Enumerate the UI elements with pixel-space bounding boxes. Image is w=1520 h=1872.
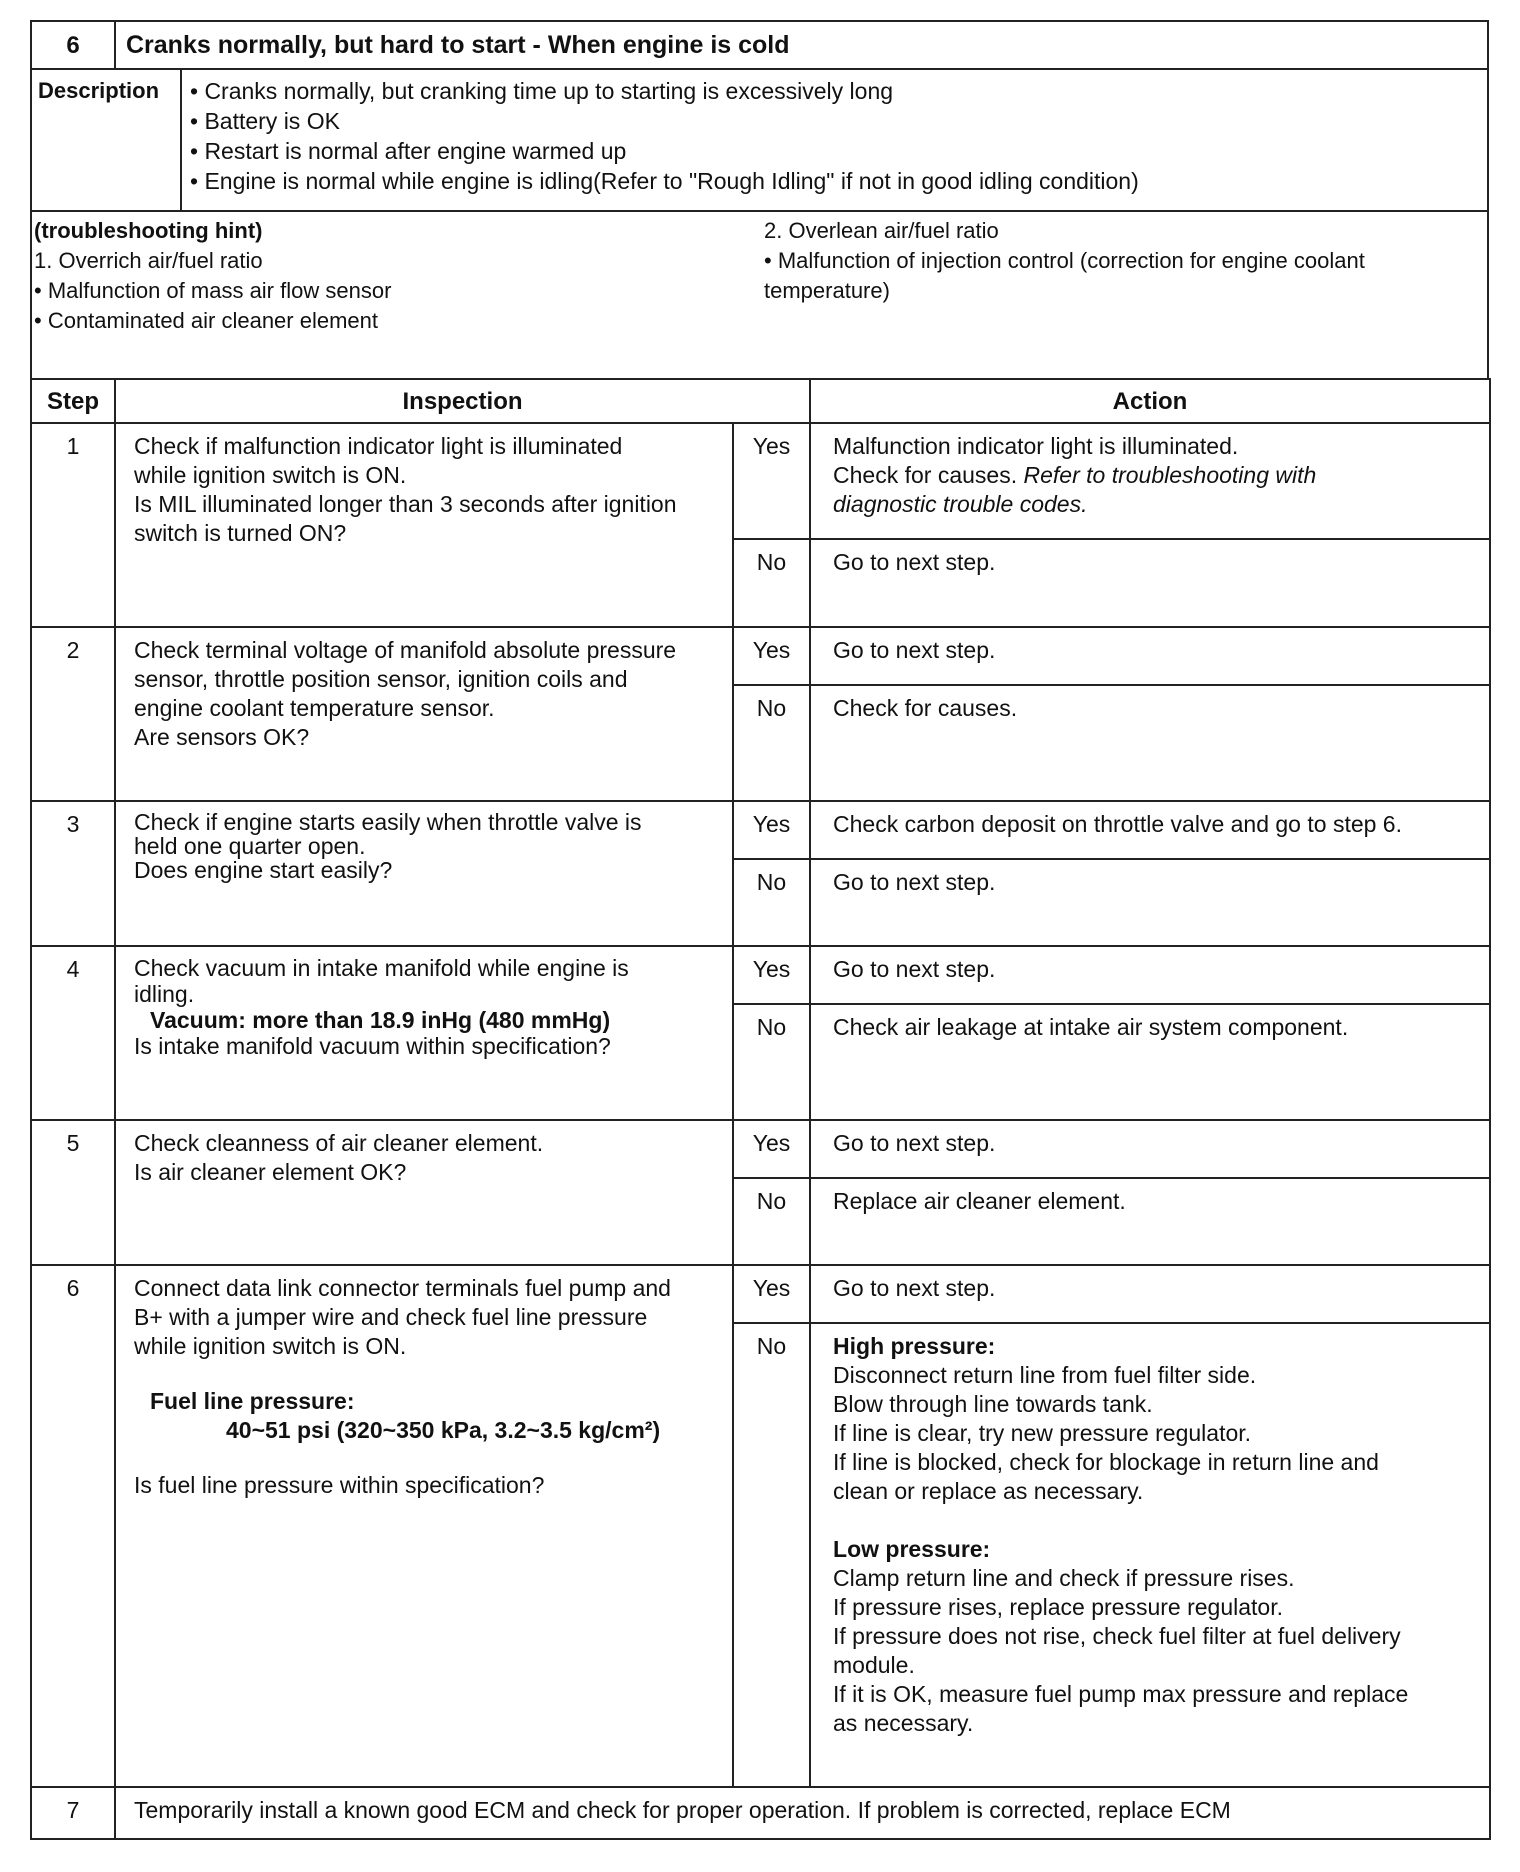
no-action bbox=[810, 1178, 1490, 1265]
section-title: Cranks normally, but hard to start - When engine is cold bbox=[115, 21, 1488, 69]
description-item: • Restart is normal after engine warmed up bbox=[190, 138, 627, 164]
inspection-line: while ignition switch is ON. bbox=[134, 462, 407, 488]
hint-line: • Malfunction of mass air flow sensor bbox=[34, 278, 392, 303]
yes-label: Yes bbox=[733, 423, 810, 539]
step-number: 1 bbox=[31, 423, 115, 627]
hint-line: 1. Overrich air/fuel ratio bbox=[34, 248, 263, 273]
action-line: Go to next step. bbox=[833, 869, 996, 895]
yes-action bbox=[810, 946, 1490, 1004]
inspection-line: Check terminal voltage of manifold absolute pressure bbox=[134, 637, 677, 663]
action-line: as necessary. bbox=[833, 1710, 974, 1736]
action-line: Check carbon deposit on throttle valve and go to step 6. bbox=[833, 811, 1402, 837]
step-number: 6 bbox=[31, 1265, 115, 1787]
inspection-line: B+ with a jumper wire and check fuel line pressure bbox=[134, 1304, 648, 1330]
inspection-line: Are sensors OK? bbox=[134, 724, 310, 750]
yes-action bbox=[810, 1120, 1490, 1178]
inspection-line: sensor, throttle position sensor, ignition coils and bbox=[134, 666, 628, 692]
action-line: Malfunction indicator light is illuminated. bbox=[833, 433, 1239, 459]
action-line: If line is clear, try new pressure regulator. bbox=[833, 1420, 1252, 1446]
inspection-line: engine coolant temperature sensor. bbox=[134, 695, 495, 721]
reference-text: diagnostic trouble codes. bbox=[833, 491, 1088, 517]
step-number: 7 bbox=[31, 1787, 115, 1839]
hint-title: (troubleshooting hint) bbox=[34, 218, 263, 243]
no-label: No bbox=[733, 685, 810, 801]
low-pressure-heading: Low pressure: bbox=[833, 1536, 991, 1562]
inspection-line: Check cleanness of air cleaner element. bbox=[134, 1130, 544, 1156]
inspection-line: Does engine start easily? bbox=[134, 857, 393, 883]
section-number: 6 bbox=[31, 21, 115, 69]
no-action bbox=[810, 859, 1490, 946]
troubleshooting-hint bbox=[31, 211, 1488, 379]
hint-right-column bbox=[764, 216, 1464, 306]
yes-label: Yes bbox=[733, 1120, 810, 1178]
hint-line: 2. Overlean air/fuel ratio bbox=[764, 218, 999, 243]
step-number: 3 bbox=[31, 801, 115, 946]
inspection-line: Is intake manifold vacuum within specification? bbox=[134, 1033, 611, 1059]
description-item: • Battery is OK bbox=[190, 108, 340, 134]
action-line: clean or replace as necessary. bbox=[833, 1478, 1144, 1504]
hint-line: • Contaminated air cleaner element bbox=[34, 308, 378, 333]
description-body bbox=[181, 69, 1488, 211]
inspection-line: Is MIL illuminated longer than 3 seconds after ignition bbox=[134, 491, 677, 517]
action-line: If it is OK, measure fuel pump max pressure and replace bbox=[833, 1681, 1409, 1707]
no-action bbox=[810, 539, 1490, 627]
inspection-line: held one quarter open. bbox=[134, 833, 366, 859]
no-label: No bbox=[733, 1323, 810, 1787]
column-header-step: Step bbox=[31, 379, 115, 423]
high-pressure-heading: High pressure: bbox=[833, 1333, 996, 1359]
specification-line: Vacuum: more than 18.9 inHg (480 mmHg) bbox=[150, 1007, 611, 1033]
hint-line: • Malfunction of injection control (correction for engine coolant bbox=[764, 248, 1365, 273]
specification-label: Fuel line pressure: bbox=[150, 1388, 355, 1414]
description-item: • Cranks normally, but cranking time up to starting is excessively long bbox=[190, 78, 894, 104]
description-label: Description bbox=[31, 69, 181, 211]
yes-action bbox=[810, 801, 1490, 859]
hint-table bbox=[30, 210, 1489, 380]
inspection-line: Check if engine starts easily when throttle valve is bbox=[134, 809, 642, 835]
action-line: If pressure does not rise, check fuel filter at fuel delivery bbox=[833, 1623, 1401, 1649]
inspection-line: Connect data link connector terminals fuel pump and bbox=[134, 1275, 671, 1301]
action-line: Blow through line towards tank. bbox=[833, 1391, 1153, 1417]
description-item: • Engine is normal while engine is idling(Refer to "Rough Idling" if not in good idling condition) bbox=[190, 168, 1139, 194]
action-line: Replace air cleaner element. bbox=[833, 1188, 1126, 1214]
hint-line: temperature) bbox=[764, 278, 890, 303]
yes-label: Yes bbox=[733, 1265, 810, 1323]
description-table bbox=[30, 68, 1489, 212]
troubleshooting-page bbox=[30, 20, 1489, 1840]
action-line: Go to next step. bbox=[833, 956, 996, 982]
step-inspection bbox=[115, 1120, 733, 1265]
yes-action bbox=[810, 627, 1490, 685]
no-action bbox=[810, 1323, 1490, 1787]
step-number: 4 bbox=[31, 946, 115, 1120]
no-label: No bbox=[733, 539, 810, 627]
yes-label: Yes bbox=[733, 801, 810, 859]
no-action bbox=[810, 1004, 1490, 1120]
action-line bbox=[833, 461, 1479, 490]
action-text: Check for causes. bbox=[833, 462, 1018, 488]
step-inspection bbox=[115, 946, 733, 1120]
action-line: Go to next step. bbox=[833, 1130, 996, 1156]
action-line: If pressure rises, replace pressure regulator. bbox=[833, 1594, 1283, 1620]
header-table bbox=[30, 20, 1489, 70]
hint-left-column bbox=[34, 216, 734, 336]
column-header-action: Action bbox=[810, 379, 1490, 423]
yes-label: Yes bbox=[733, 946, 810, 1004]
no-label: No bbox=[733, 859, 810, 946]
step-number: 5 bbox=[31, 1120, 115, 1265]
step-number: 2 bbox=[31, 627, 115, 801]
action-line: Go to next step. bbox=[833, 549, 996, 575]
action-line: Disconnect return line from fuel filter side. bbox=[833, 1362, 1257, 1388]
step-inspection bbox=[115, 801, 733, 946]
action-line: Check for causes. bbox=[833, 695, 1018, 721]
inspection-line: switch is turned ON? bbox=[134, 520, 347, 546]
inspection-line: Check if malfunction indicator light is illuminated bbox=[134, 433, 623, 459]
no-action bbox=[810, 685, 1490, 801]
step-inspection bbox=[115, 627, 733, 801]
no-label: No bbox=[733, 1004, 810, 1120]
inspection-line: Is fuel line pressure within specification? bbox=[134, 1472, 545, 1498]
no-label: No bbox=[733, 1178, 810, 1265]
action-line: If line is blocked, check for blockage in return line and bbox=[833, 1449, 1379, 1475]
inspection-line: Is air cleaner element OK? bbox=[134, 1159, 407, 1185]
action-line: module. bbox=[833, 1652, 915, 1678]
step-inspection bbox=[115, 423, 733, 627]
action-line: Go to next step. bbox=[833, 637, 996, 663]
reference-text: Refer to troubleshooting with bbox=[1023, 462, 1317, 488]
yes-action bbox=[810, 423, 1490, 539]
yes-label: Yes bbox=[733, 627, 810, 685]
step-inspection bbox=[115, 1265, 733, 1787]
action-line: Clamp return line and check if pressure rises. bbox=[833, 1565, 1295, 1591]
inspection-line: while ignition switch is ON. bbox=[134, 1333, 407, 1359]
inspection-line: idling. bbox=[134, 981, 195, 1007]
column-header-inspection: Inspection bbox=[115, 379, 810, 423]
inspection-line: Check vacuum in intake manifold while engine is bbox=[134, 955, 629, 981]
yes-action bbox=[810, 1265, 1490, 1323]
action-line: Go to next step. bbox=[833, 1275, 996, 1301]
final-step-text: Temporarily install a known good ECM and check for proper operation. If problem is corrected, replace ECM bbox=[115, 1787, 1490, 1839]
steps-table bbox=[30, 378, 1491, 1840]
specification-value: 40~51 psi (320~350 kPa, 3.2~3.5 kg/cm²) bbox=[226, 1417, 661, 1443]
action-line: Check air leakage at intake air system component. bbox=[833, 1014, 1349, 1040]
